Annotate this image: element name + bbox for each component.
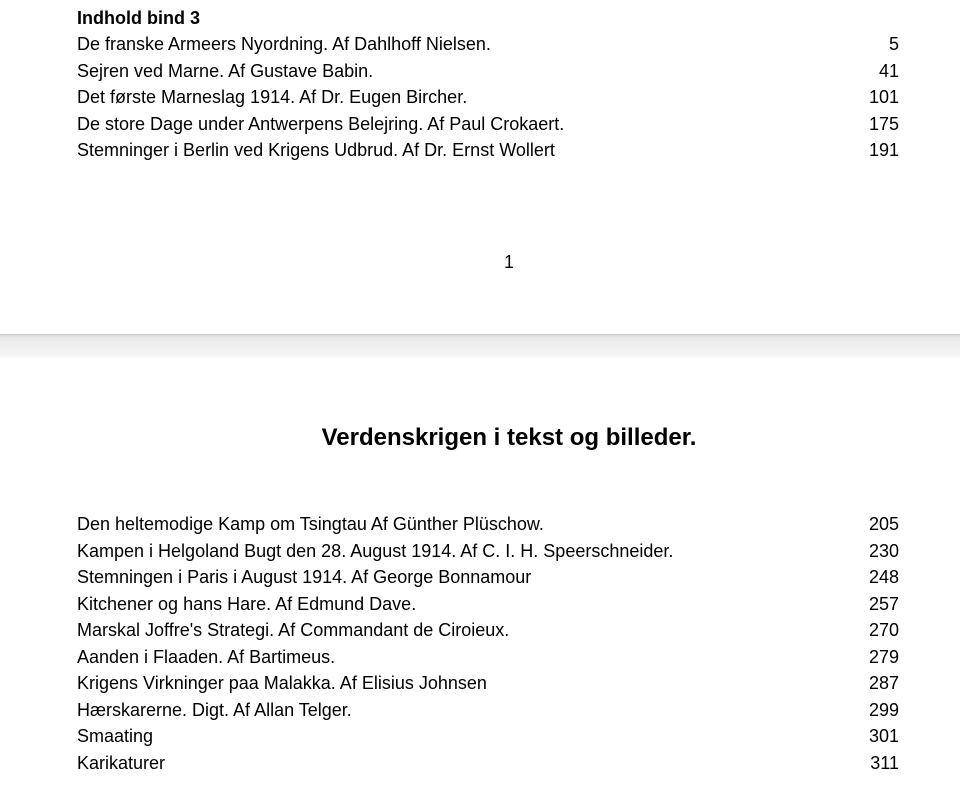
toc-entry-page: 270 [868, 620, 899, 640]
toc-entry-page: 287 [868, 673, 899, 693]
toc-entry-page: 257 [868, 593, 899, 614]
toc-entry [77, 591, 899, 618]
toc-entry [77, 670, 899, 697]
toc-entry [77, 111, 899, 138]
toc-entry [77, 137, 899, 164]
toc-entry-title: Sejren ved Marne. Af Gustave Babin. [77, 60, 374, 81]
toc-entry [77, 697, 899, 724]
toc-entry-page: 279 [868, 646, 899, 667]
toc-entry-title: Hærskarerne. Digt. Af Allan Telger. [77, 699, 352, 720]
toc-entry-page: 248 [868, 567, 899, 587]
toc-entry-page: 205 [868, 514, 899, 534]
toc-entry-title: De store Dage under Antwerpens Belejring. Af Paul Crokaert. [77, 113, 565, 134]
toc-entry-title: Kitchener og hans Hare. Af Edmund Dave. [77, 593, 417, 614]
toc-entry-page: 5 [888, 34, 899, 54]
page-separator [0, 334, 960, 358]
document-page-2 [0, 358, 960, 788]
toc-entry [77, 617, 899, 644]
toc-entry-title: Karikaturer [77, 752, 166, 773]
toc-list-volume-3 [77, 31, 899, 164]
toc-entry-page: 299 [868, 699, 899, 720]
toc-entry [77, 511, 899, 538]
toc-entry [77, 723, 899, 750]
toc-entry-title: Smaating [77, 726, 154, 746]
toc-entry-title: Det første Marneslag 1914. Af Dr. Eugen Bircher. [77, 87, 468, 107]
toc-entry [77, 644, 899, 671]
toc-entry-title: Kampen i Helgoland Bugt den 28. August 1914. Af C. I. H. Speerschneider. [77, 540, 674, 561]
toc-entry-title: Aanden i Flaaden. Af Bartimeus. [77, 646, 336, 667]
toc-entry [77, 84, 899, 111]
toc-entry-page: 301 [868, 726, 899, 746]
toc-entry-page: 41 [878, 60, 899, 81]
toc-entry [77, 538, 899, 565]
page-number: 1 [503, 252, 514, 272]
section-title: Verdenskrigen i tekst og billeder. [321, 424, 697, 451]
toc-heading: Indhold bind 3 [77, 8, 200, 28]
toc-entry-title: Stemningen i Paris i August 1914. Af George Bonnamour [77, 567, 532, 587]
document-page-1 [0, 0, 960, 334]
toc-entry-page: 191 [868, 140, 899, 160]
toc-entry-title: Krigens Virkninger paa Malakka. Af Elisius Johnsen [77, 673, 487, 693]
toc-entry-page: 230 [868, 540, 899, 561]
toc-entry [77, 564, 899, 591]
toc-list-verdenskrigen [77, 511, 899, 776]
toc-entry-title: Stemninger i Berlin ved Krigens Udbrud. Af Dr. Ernst Wollert [77, 140, 555, 160]
toc-entry [77, 58, 899, 85]
toc-entry [77, 31, 899, 58]
toc-entry-title: De franske Armeers Nyordning. Af Dahlhoff Nielsen. [77, 34, 491, 54]
toc-entry [77, 750, 899, 777]
toc-entry-page: 311 [870, 752, 899, 773]
toc-entry-page: 101 [868, 87, 899, 107]
toc-entry-title: Den heltemodige Kamp om Tsingtau Af Günther Plüschow. [77, 514, 544, 534]
toc-entry-page: 175 [868, 113, 899, 134]
toc-entry-title: Marskal Joffre's Strategi. Af Commandant de Ciroieux. [77, 620, 510, 640]
